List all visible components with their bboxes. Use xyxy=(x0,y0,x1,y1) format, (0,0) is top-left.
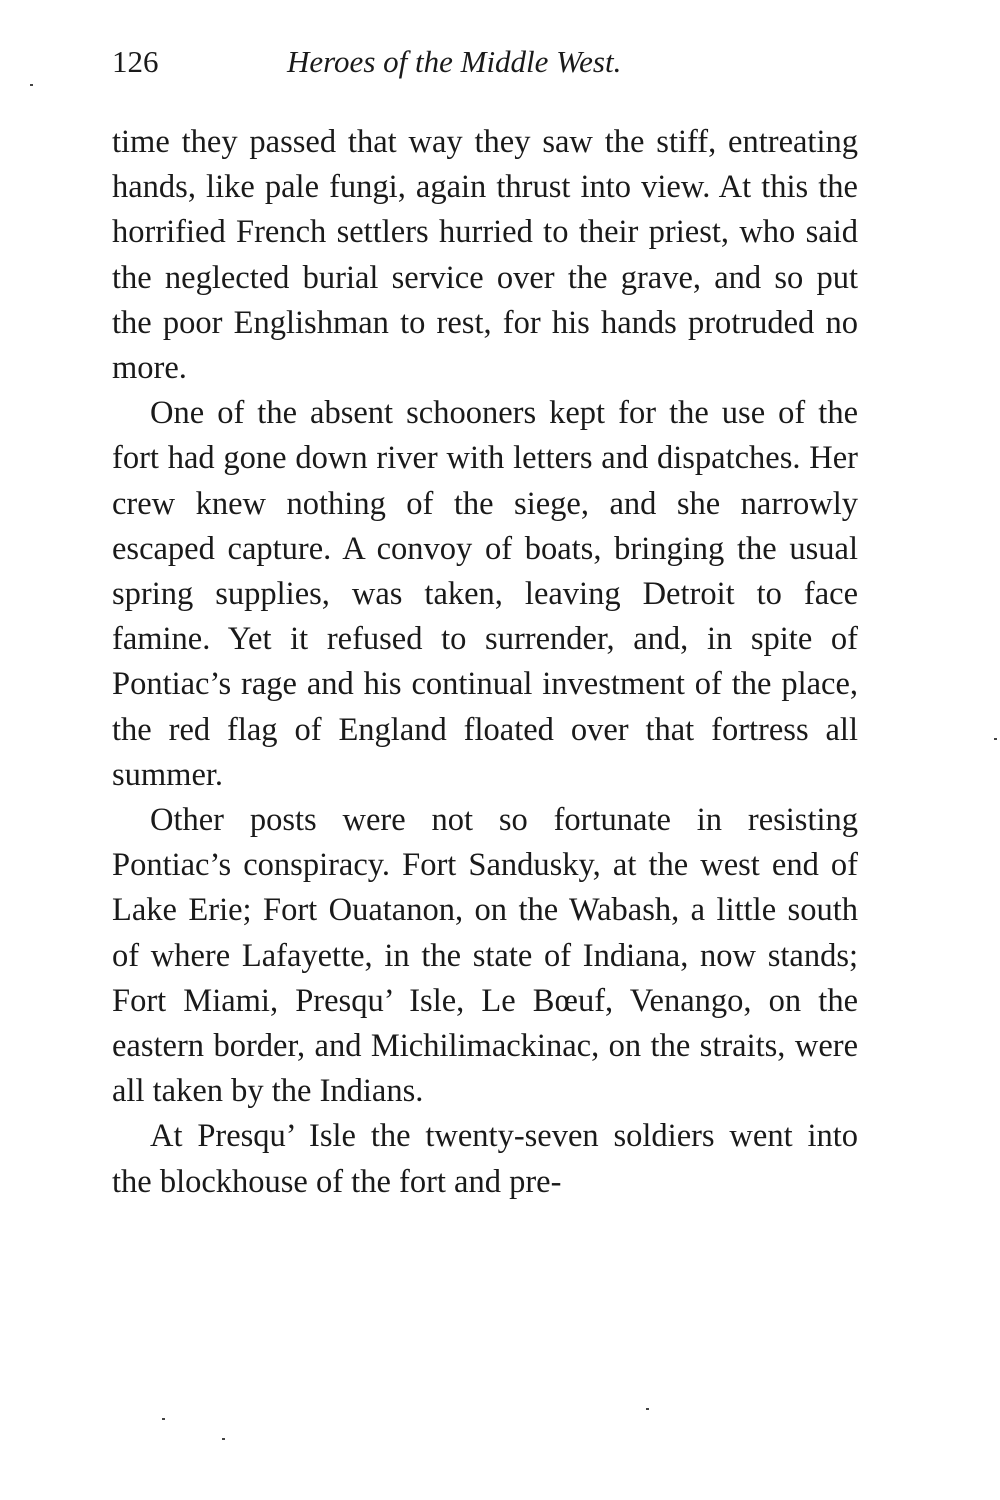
scan-speck xyxy=(646,1408,649,1410)
scan-speck xyxy=(30,84,33,86)
scan-speck xyxy=(162,1418,165,1420)
scan-speck xyxy=(994,738,997,740)
body-text xyxy=(112,120,858,1205)
paragraph-1: time they passed that way they saw the stiff, entreating hands, like pale fungi, again thrust into view. At this the horrified French settlers hurried to their priest, who said the neglected burial service over the grave, and so put the poor Englishman to rest, for his hands protruded no more. xyxy=(112,124,858,387)
scan-speck xyxy=(222,1438,225,1440)
page-number: 126 xyxy=(112,44,159,79)
running-title: Heroes of the Middle West. xyxy=(287,44,622,79)
paragraph-2: One of the absent schooners kept for the use of the fort had gone down river with letters and dispatches. Her crew knew nothing of the siege, and she narrowly escaped capture. A convoy of boats, bringing the usual spring supplies, was taken, leaving Detroit to face famine. Yet it refused to surrender, and, in spite of Pontiac’s rage and his continual investment of the place, the red flag of England floated over that fortress all summer. xyxy=(112,395,858,793)
paragraph-3: Other posts were not so fortunate in resisting Pontiac’s conspiracy. Fort Sandusky, at the west end of Lake Erie; Fort Ouatanon, on the Wabash, a little south of where Lafayette, in the state of Indiana, now stands; Fort Miami, Presqu’ Isle, Le Bœuf, Venango, on the eastern border, and Michilimackinac, on the straits, were all taken by the Indians. xyxy=(112,802,858,1110)
page-header xyxy=(112,44,860,88)
paragraph-4: At Presqu’ Isle the twenty-seven soldiers went into the blockhouse of the fort and pre- xyxy=(112,1118,858,1200)
